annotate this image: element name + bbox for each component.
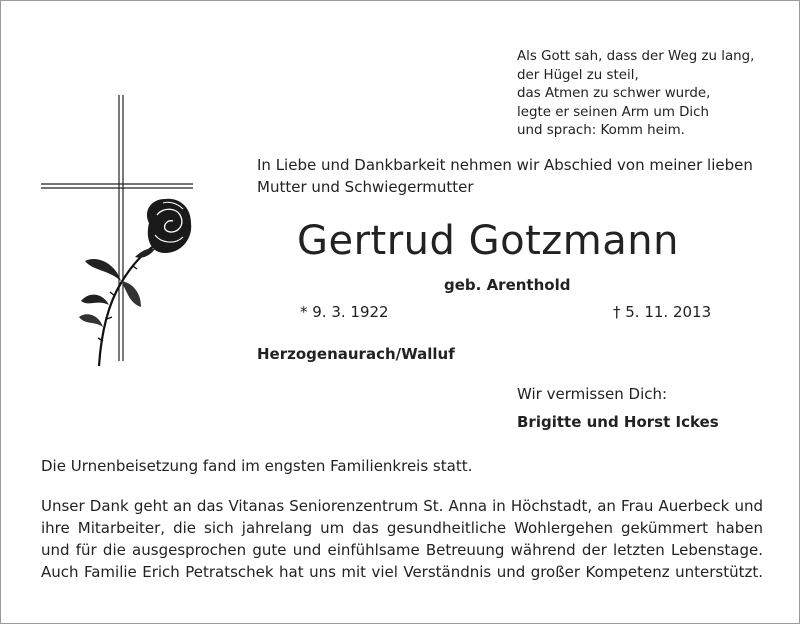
- poem-line: Als Gott sah, dass der Weg zu lang,: [517, 49, 755, 64]
- poem-line: das Atmen zu schwer wurde,: [517, 86, 711, 101]
- deceased-name: Gertrud Gotzmann: [297, 218, 679, 264]
- thanks-line: Unser Dank geht an das Vitanas Seniorenzentrum St. Anna in Höchstadt, an Frau Auerbeck und: [41, 497, 763, 515]
- thanks-line: Auch Familie Erich Petratschek hat uns mit viel Verständnis und großer Kompetenz unterstützt.: [41, 563, 763, 581]
- poem: [517, 48, 787, 141]
- poem-line: legte er seinen Arm um Dich: [517, 104, 710, 120]
- birth-date: * 9. 3. 1922: [300, 303, 389, 321]
- mourners-names: Brigitte und Horst Ickes: [517, 413, 719, 431]
- urn-note: Die Urnenbeisetzung fand im engsten Familienkreis statt.: [41, 457, 473, 475]
- cross-with-rose-icon: [37, 91, 197, 381]
- poem-line: und sprach: Komm heim.: [517, 123, 685, 138]
- birth-name: geb. Arenthold: [444, 276, 571, 294]
- thanks-line: und für die ausgesprochen gute und einfühlsame Betreuung während der letzten Lebenstage.: [41, 541, 763, 559]
- intro-line: In Liebe und Dankbarkeit nehmen wir Abschied von meiner lieben: [257, 156, 753, 174]
- mourners-line: Wir vermissen Dich:: [517, 385, 668, 403]
- thanks-line: ihre Mitarbeiter, die sich jahrelang um das gesundheitliche Wohlergehen gekümmert haben: [41, 519, 763, 537]
- thanks-paragraph: [41, 495, 763, 583]
- poem-line: der Hügel zu steil,: [517, 67, 639, 83]
- death-date: † 5. 11. 2013: [613, 303, 712, 321]
- intro-text: [257, 154, 777, 198]
- place-name: Herzogenaurach/Walluf: [257, 345, 455, 363]
- intro-line: Mutter und Schwiegermutter: [257, 178, 474, 196]
